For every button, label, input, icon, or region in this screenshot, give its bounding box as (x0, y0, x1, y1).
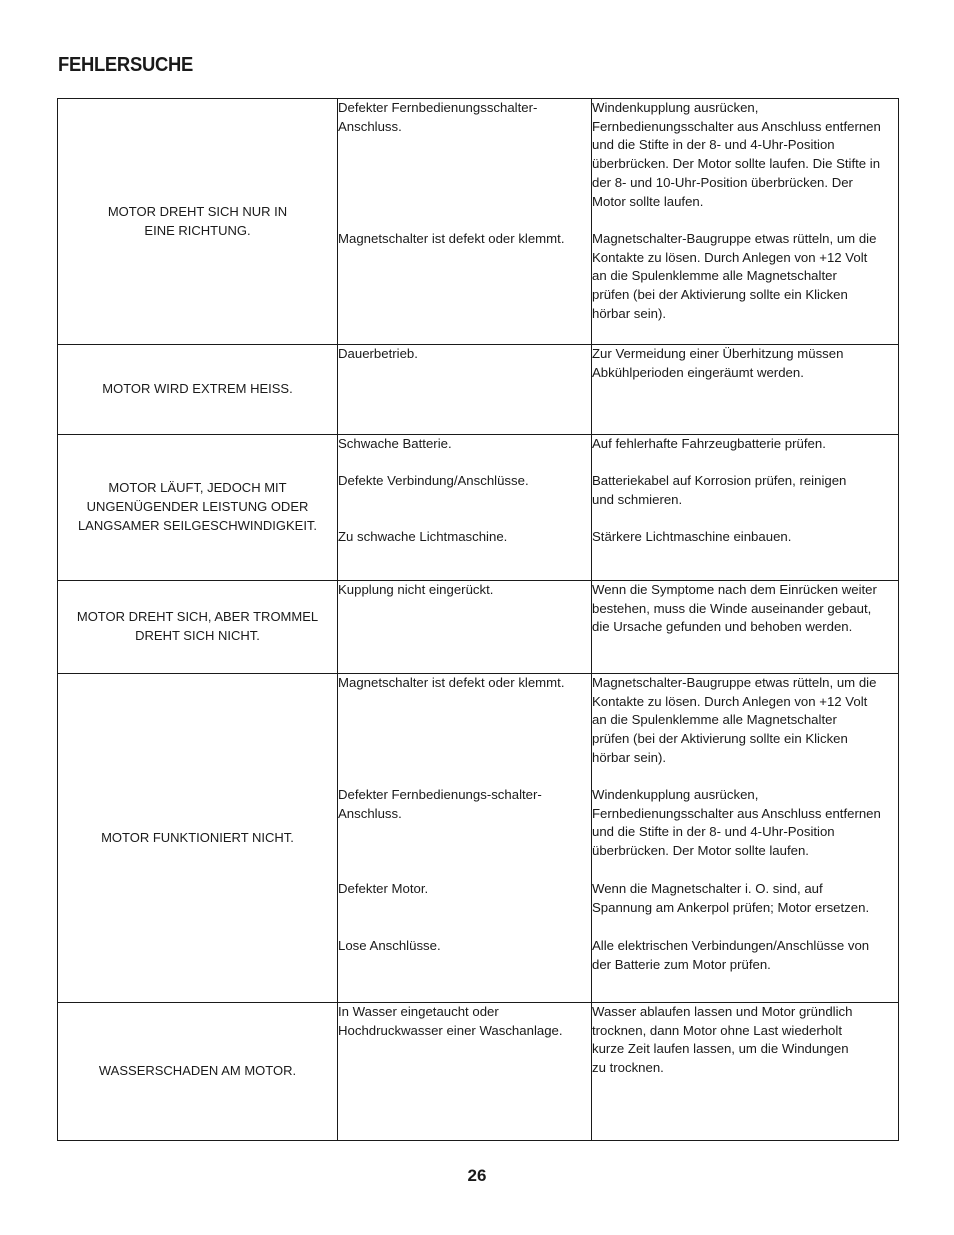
cause-cell (338, 345, 592, 435)
symptom-cell (58, 581, 338, 674)
remedy-cell (592, 345, 899, 435)
cause-text: In Wasser eingetaucht oder Hochdruckwasser einer Waschanlage. (338, 1004, 563, 1038)
remedy-cell (592, 99, 899, 345)
remedy-text: Auf fehlerhafte Fahrzeugbatterie prüfen. (592, 436, 826, 451)
cause-text: Schwache Batterie. (338, 436, 452, 451)
remedy-text: Alle elektrischen Verbindungen/Anschlüsse von der Batterie zum Motor prüfen. (592, 938, 870, 972)
table-row (58, 99, 899, 345)
remedy-cell (592, 581, 899, 674)
remedy-text: Zur Vermeidung einer Überhitzung müssen Abkühlperioden eingeräumt werden. (592, 346, 844, 380)
cause-text: Defekter Motor. (338, 881, 429, 896)
table-row (58, 674, 899, 1003)
cause-cell (338, 1003, 592, 1141)
remedy-cell (592, 674, 899, 1003)
symptom-cell (58, 674, 338, 1003)
cause-cell (338, 674, 592, 1003)
cause-text: Defekte Verbindung/Anschlüsse. (338, 473, 529, 488)
remedy-text: Wasser ablaufen lassen und Motor gründlich trocknen, dann Motor ohne Last wiederholt kurze Zeit laufen lassen, um die Windungen zu trocknen. (592, 1004, 853, 1076)
symptom-text: MOTOR DREHT SICH, ABER TROMMEL DREHT SICH NICHT. (76, 609, 319, 643)
remedy-cell (592, 1003, 899, 1141)
table-row (58, 345, 899, 435)
remedy-text: Wenn die Symptome nach dem Einrücken weiter bestehen, muss die Winde auseinander gebaut, die Ursache gefunden und behoben werden. (592, 582, 877, 635)
remedy-text: Windenkupplung ausrücken, Fernbedienungsschalter aus Anschluss entfernen und die Stifte in der 8- und 4-Uhr-Position überbrücken. Der Motor sollte laufen. (592, 787, 881, 859)
remedy-text: Magnetschalter-Baugruppe etwas rütteln, um die Kontakte zu lösen. Durch Anlegen von +12 Volt an die Spulenklemme alle Magnetschalter prüfen (bei der Aktivierung sollte ein Klicken hörbar sein). (592, 675, 877, 765)
symptom-cell (58, 1003, 338, 1141)
remedy-text: Magnetschalter-Baugruppe etwas rütteln, um die Kontakte zu lösen. Durch Anlegen von +12 Volt an die Spulenklemme alle Magnetschalter prüfen (bei der Aktivierung sollte ein Klicken hörbar sein). (592, 231, 877, 321)
cause-text: Dauerbetrieb. (338, 346, 418, 361)
cause-cell (338, 435, 592, 581)
cause-text: Magnetschalter ist defekt oder klemmt. (338, 231, 565, 246)
cause-text: Defekter Fernbedienungs-schalter- Anschluss. (338, 787, 542, 821)
cause-cell (338, 581, 592, 674)
cause-text: Defekter Fernbedienungsschalter- Anschluss. (338, 100, 538, 134)
symptom-text: MOTOR LÄUFT, JEDOCH MIT UNGENÜGENDER LEISTUNG ODER LANGSAMER SEILGESCHWINDIGKEIT. (77, 480, 318, 533)
symptom-cell (58, 435, 338, 581)
table-row (58, 581, 899, 674)
remedy-text: Batteriekabel auf Korrosion prüfen, reinigen und schmieren. (592, 473, 847, 507)
table-row (58, 435, 899, 581)
cause-text: Zu schwache Lichtmaschine. (338, 529, 508, 544)
page-title: FEHLERSUCHE (58, 54, 193, 76)
symptom-text: MOTOR WIRD EXTREM HEISS. (102, 381, 293, 397)
remedy-text: Wenn die Magnetschalter i. O. sind, auf Spannung am Ankerpol prüfen; Motor ersetzen. (592, 881, 870, 915)
cause-text: Magnetschalter ist defekt oder klemmt. (338, 675, 565, 690)
remedy-text: Stärkere Lichtmaschine einbauen. (592, 529, 792, 544)
remedy-text: Windenkupplung ausrücken, Fernbedienungsschalter aus Anschluss entfernen und die Stifte in der 8- und 4-Uhr-Position überbrücken. Der Motor sollte laufen. Die Stifte in der 8- und 10-Uhr-Position überbrücken. Der Motor sollte laufen. (592, 100, 881, 209)
troubleshooting-table-body (58, 99, 899, 1141)
troubleshooting-table (57, 98, 899, 1141)
symptom-cell (58, 99, 338, 345)
cause-text: Lose Anschlüsse. (338, 938, 441, 953)
remedy-cell (592, 435, 899, 581)
table-row (58, 1003, 899, 1141)
symptom-text: MOTOR FUNKTIONIERT NICHT. (101, 829, 294, 845)
page-number: 26 (467, 1166, 487, 1185)
cause-text: Kupplung nicht eingerückt. (338, 582, 494, 597)
cause-cell (338, 99, 592, 345)
symptom-text: MOTOR DREHT SICH NUR IN EINE RICHTUNG. (107, 203, 288, 238)
symptom-text: WASSERSCHADEN AM MOTOR. (98, 1063, 297, 1079)
symptom-cell (58, 345, 338, 435)
